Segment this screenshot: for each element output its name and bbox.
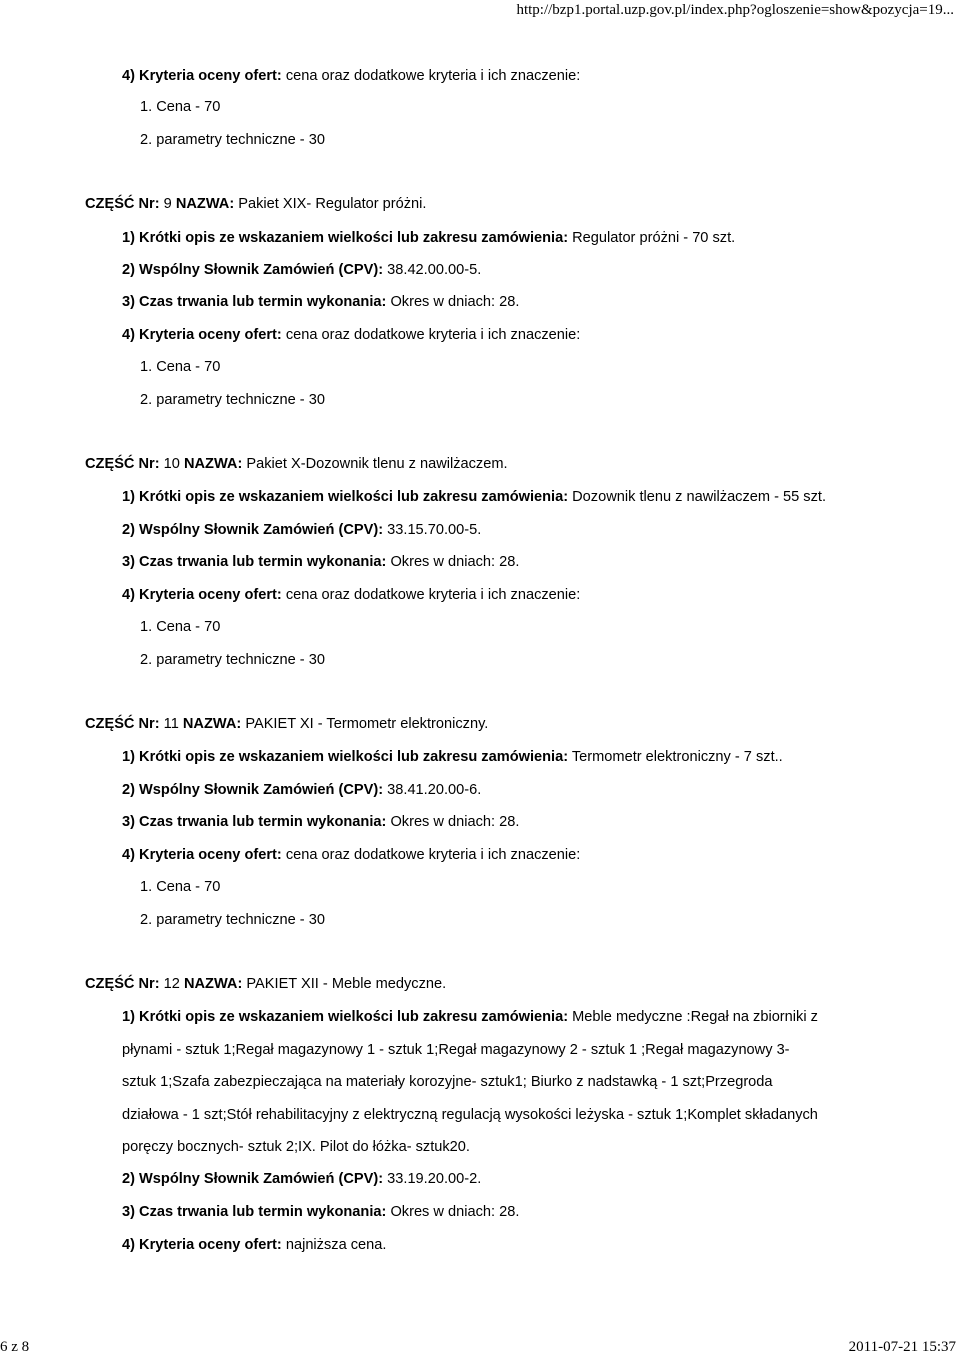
- cpv-line: [122, 781, 481, 799]
- czas-label: 3) Czas trwania lub termin wykonania:: [122, 814, 387, 830]
- opis-continuation: działowa - 1 szt;Stół rehabilitacyjny z elektryczną regulacją wysokości leżyska - sztuk 1;Komplet składanych: [122, 1107, 818, 1123]
- part-number: 10: [163, 456, 180, 472]
- part-number-label: CZĘŚĆ Nr:: [85, 976, 160, 992]
- opis-label: 1) Krótki opis ze wskazaniem wielkości lub zakresu zamówienia:: [122, 230, 569, 246]
- kryteria-label: 4) Kryteria oceny ofert:: [122, 847, 282, 863]
- cpv-label: 2) Wspólny Słownik Zamówień (CPV):: [122, 262, 384, 278]
- kryteria-value: cena oraz dodatkowe kryteria i ich znaczenie:: [285, 68, 581, 84]
- part-number: 12: [163, 976, 180, 992]
- czas-line: [122, 293, 519, 311]
- part-heading: [85, 975, 446, 993]
- opis-label: 1) Krótki opis ze wskazaniem wielkości lub zakresu zamówienia:: [122, 1009, 569, 1025]
- czas-value: Okres w dniach: 28.: [390, 1204, 520, 1220]
- part-name-label: NAZWA:: [183, 456, 243, 472]
- part-heading: [85, 715, 488, 733]
- czas-line: [122, 1203, 519, 1221]
- kryteria-line: [122, 67, 580, 85]
- czas-value: Okres w dniach: 28.: [390, 554, 520, 570]
- part-name: PAKIET XI - Termometr elektroniczny.: [245, 716, 489, 732]
- opis-value: Dozownik tlenu z nawilżaczem - 55 szt.: [572, 489, 827, 505]
- cpv-label: 2) Wspólny Słownik Zamówień (CPV):: [122, 1171, 384, 1187]
- part-name-label: NAZWA:: [182, 716, 242, 732]
- cpv-value: 38.42.00.00-5.: [387, 262, 482, 278]
- criterion-price: 1. Cena - 70: [140, 359, 221, 375]
- kryteria-label: 4) Kryteria oceny ofert:: [122, 68, 282, 84]
- opis-continuation: sztuk 1;Szafa zabezpieczająca na materiały korozyjne- sztuk1; Biurko z nadstawką - 1 szt;Przegroda: [122, 1074, 773, 1090]
- kryteria-line: [122, 326, 580, 344]
- part-name-label: NAZWA:: [175, 196, 235, 212]
- kryteria-value: cena oraz dodatkowe kryteria i ich znaczenie:: [285, 587, 581, 603]
- opis-line: [122, 488, 826, 506]
- part-name: PAKIET XII - Meble medyczne.: [246, 976, 447, 992]
- kryteria-label: 4) Kryteria oceny ofert:: [122, 587, 282, 603]
- criterion-price: 1. Cena - 70: [140, 99, 221, 115]
- opis-label: 1) Krótki opis ze wskazaniem wielkości lub zakresu zamówienia:: [122, 489, 569, 505]
- part-name-label: NAZWA:: [183, 976, 243, 992]
- opis-line: [122, 748, 783, 766]
- part-heading: [85, 195, 426, 213]
- cpv-value: 33.15.70.00-5.: [387, 522, 482, 538]
- opis-continuation: poręczy bocznych- sztuk 2;IX. Pilot do łóżka- sztuk20.: [122, 1139, 470, 1155]
- part-name: Pakiet XIX- Regulator próżni.: [238, 196, 427, 212]
- part-number-label: CZĘŚĆ Nr:: [85, 196, 160, 212]
- part-number-label: CZĘŚĆ Nr:: [85, 456, 160, 472]
- kryteria-line: [122, 1236, 386, 1254]
- kryteria-label: 4) Kryteria oceny ofert:: [122, 327, 282, 343]
- part-number-label: CZĘŚĆ Nr:: [85, 716, 160, 732]
- kryteria-value: cena oraz dodatkowe kryteria i ich znaczenie:: [285, 327, 581, 343]
- cpv-label: 2) Wspólny Słownik Zamówień (CPV):: [122, 522, 384, 538]
- criterion-technical: 2. parametry techniczne - 30: [140, 652, 325, 668]
- kryteria-value: cena oraz dodatkowe kryteria i ich znaczenie:: [285, 847, 581, 863]
- czas-value: Okres w dniach: 28.: [390, 814, 520, 830]
- page-counter: 6 z 8: [0, 1339, 30, 1355]
- header-url: http://bzp1.portal.uzp.gov.pl/index.php?ogloszenie=show&pozycja=19...: [516, 2, 954, 18]
- part-number: 11: [163, 716, 179, 732]
- czas-line: [122, 813, 519, 831]
- cpv-value: 38.41.20.00-6.: [387, 782, 482, 798]
- cpv-line: [122, 261, 481, 279]
- opis-value: Termometr elektroniczny - 7 szt..: [571, 749, 783, 765]
- cpv-line: [122, 521, 481, 539]
- part-number: 9: [163, 196, 172, 212]
- criterion-technical: 2. parametry techniczne - 30: [140, 392, 325, 408]
- opis-value: Regulator próżni - 70 szt.: [572, 230, 736, 246]
- czas-label: 3) Czas trwania lub termin wykonania:: [122, 554, 387, 570]
- criterion-technical: 2. parametry techniczne - 30: [140, 132, 325, 148]
- czas-label: 3) Czas trwania lub termin wykonania:: [122, 294, 387, 310]
- kryteria-line: [122, 846, 580, 864]
- czas-value: Okres w dniach: 28.: [390, 294, 520, 310]
- czas-label: 3) Czas trwania lub termin wykonania:: [122, 1204, 387, 1220]
- kryteria-label: 4) Kryteria oceny ofert:: [122, 1237, 282, 1253]
- criterion-price: 1. Cena - 70: [140, 879, 221, 895]
- criterion-price: 1. Cena - 70: [140, 619, 221, 635]
- part-heading: [85, 455, 508, 473]
- opis-line: [122, 1008, 818, 1026]
- cpv-value: 33.19.20.00-2.: [387, 1171, 482, 1187]
- print-datetime: 2011-07-21 15:37: [848, 1339, 956, 1355]
- opis-label: 1) Krótki opis ze wskazaniem wielkości lub zakresu zamówienia:: [122, 749, 569, 765]
- kryteria-line: [122, 586, 580, 604]
- czas-line: [122, 553, 519, 571]
- opis-continuation: płynami - sztuk 1;Regał magazynowy 1 - sztuk 1;Regał magazynowy 2 - sztuk 1 ;Regał magazynowy 3-: [122, 1042, 790, 1058]
- opis-value: Meble medyczne :Regał na zbiorniki z: [572, 1009, 818, 1025]
- part-name: Pakiet X-Dozownik tlenu z nawilżaczem.: [246, 456, 508, 472]
- kryteria-value: najniższa cena.: [285, 1237, 387, 1253]
- opis-line: [122, 229, 735, 247]
- cpv-label: 2) Wspólny Słownik Zamówień (CPV):: [122, 782, 384, 798]
- cpv-line: [122, 1170, 481, 1188]
- criterion-technical: 2. parametry techniczne - 30: [140, 912, 325, 928]
